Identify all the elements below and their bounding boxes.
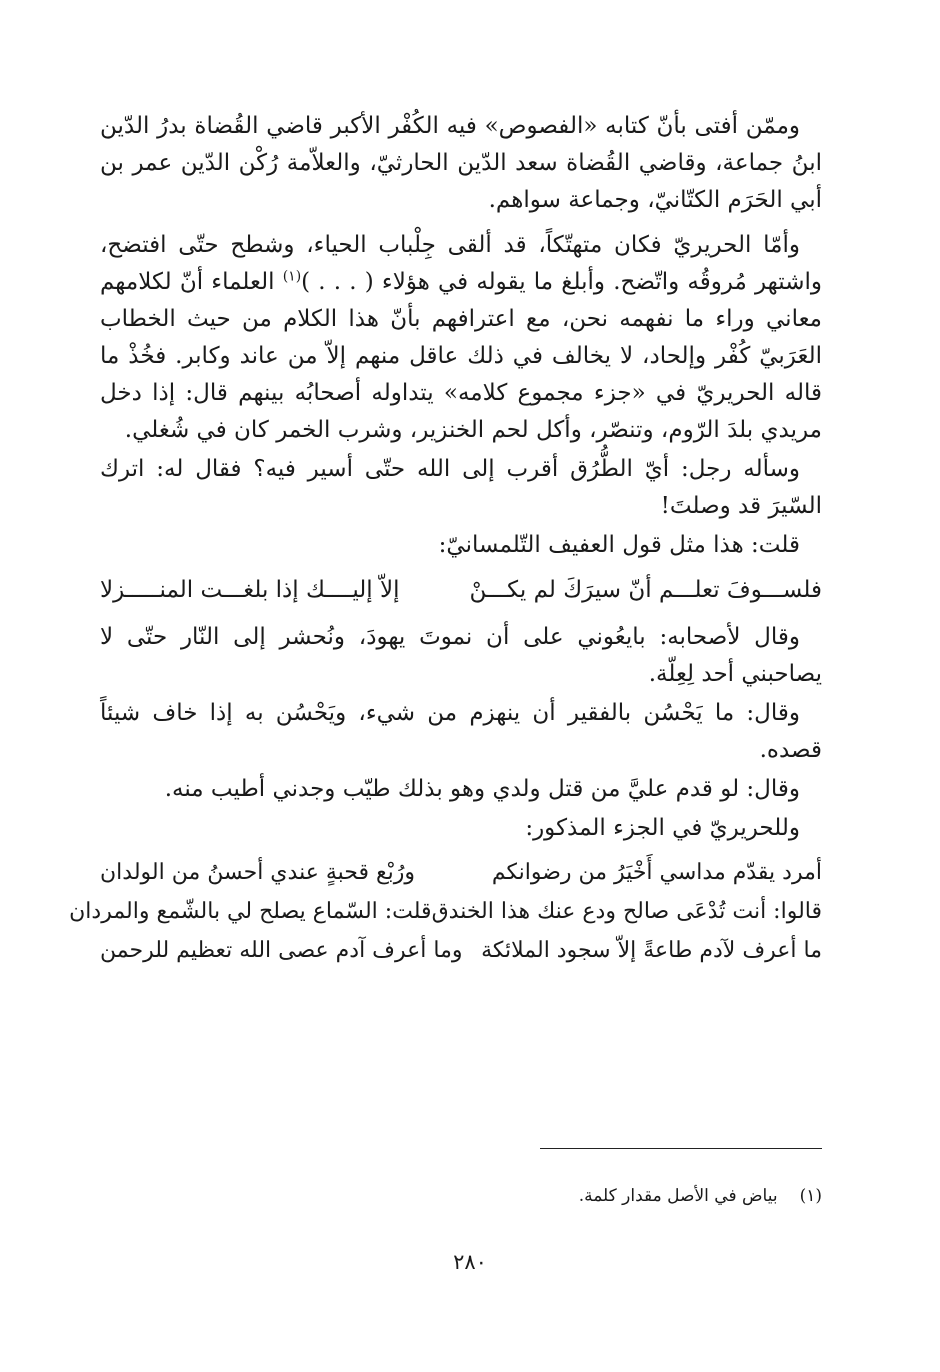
paragraph-poem-intro: وللحريريّ في الجزء المذكور:: [525, 815, 800, 841]
paragraph-path-question: وسأله رجل: أيّ الطُّرُق أقرب إلى الله حتّى أسير فيه؟ فقال له: اترك السّيرَ قد وصلتَ!: [100, 456, 822, 519]
poem-line: [100, 853, 822, 892]
poem-line: [69, 892, 822, 931]
verse-second-hemistich: إلاّ إليــــك إذا بلغـــت المنـــــزلا: [100, 577, 400, 603]
poem-second-hemistich: قلت: السّماع يصلح لي بالشّمع والمردان: [69, 899, 432, 924]
poem-first-hemistich: ما أعرف لآدم طاعةً إلاّ سجود الملائكة: [481, 938, 822, 963]
paragraph-faqir: وقال: ما يَحْسُن بالفقير أن ينهزم من شيء، ويَحْسُن به إذا خاف شيئاً قصده.: [100, 700, 822, 763]
poem-first-hemistich: قالوا: أنت تُدْعَى صالح ودع عنك هذا الخندق: [431, 899, 822, 924]
paragraph-hariri-part1: وأمّا الحريريّ فكان متهتّكاً، قد ألقى جِلْباب الحياء، وشطح حتّى افتضح، واشتهر مُروقُه واتّضح. وأبلغ ما يقوله في هؤلاء ( . . . ): [100, 232, 822, 295]
paragraph-fusus: وممّن أفتى بأنّ كتابه «الفصوص» فيه الكُفْر الأكبر قاضي القُضاة بدرُ الدّين ابنُ جماعة، وقاضي القُضاة سعد الدّين الحارثيّ، والعلاّمة رُكْن الدّين عمر بن أبي الحَرَم الكتّانيّ، وجماعة سواهم.: [100, 113, 822, 213]
footnote-reference: (١): [282, 268, 302, 285]
paragraph-hariri: [100, 227, 822, 449]
paragraph-killer: وقال: لو قدم عليَّ من قتل ولدي وهو بذلك طيّب وجدني أطيب منه.: [164, 776, 800, 802]
poem: [69, 853, 822, 970]
verse-first-hemistich: فلســـوفَ تعلـــم أنّ سيرَكَ لم يكـــنْ: [469, 577, 822, 603]
page-number: ٢٨٠: [453, 1250, 487, 1274]
main-text: [69, 108, 822, 970]
paragraph-tilimsani-intro: قلت: هذا مثل قول العفيف التّلمسانيّ:: [438, 532, 800, 558]
footnote-text: بياض في الأصل مقدار كلمة.: [578, 1186, 778, 1206]
footnote-separator: [540, 1148, 822, 1149]
paragraph-hariri-part2: العلماء أنّ لكلامهم معاني وراء ما نفهمه نحن، مع اعترافهم بأنّ هذا الكلام من حيث الخطاب العَرَبيّ كُفْر وإلحاد، لا يخالف في ذلك عاقل منهم إلاّ من عاند وكابر. فخُذْ ما قاله الحريريّ في «جزء مجموع كلامه» يتداوله أصحابُه بينهم قال: إذا دخل مريدي بلدَ الرّوم، وتنصّر، وأكل لحم الخنزير، وشرب الخمر كان في شُغلي.: [100, 269, 822, 443]
poem-second-hemistich: ورُبْع قحبةٍ عندي أحسنُ من الولدان: [100, 860, 416, 885]
footnote-number: (١): [799, 1186, 822, 1206]
footnote: [100, 1183, 822, 1209]
verse-tilimsani: [100, 572, 822, 609]
poem-second-hemistich: وما أعرف آدم عصى الله تعظيم للرحمن: [100, 938, 463, 963]
poem-first-hemistich: أمرد يقدّم مداسي أَخْيَرُ من رضوانكم: [491, 860, 822, 885]
paragraph-companions: وقال لأصحابه: بايعُوني على أن نموتَ يهودَ، ونُحشر إلى النّار حتّى لا يصاحبني أحد لِعِلّة.: [100, 624, 822, 687]
poem-line: [100, 931, 822, 970]
